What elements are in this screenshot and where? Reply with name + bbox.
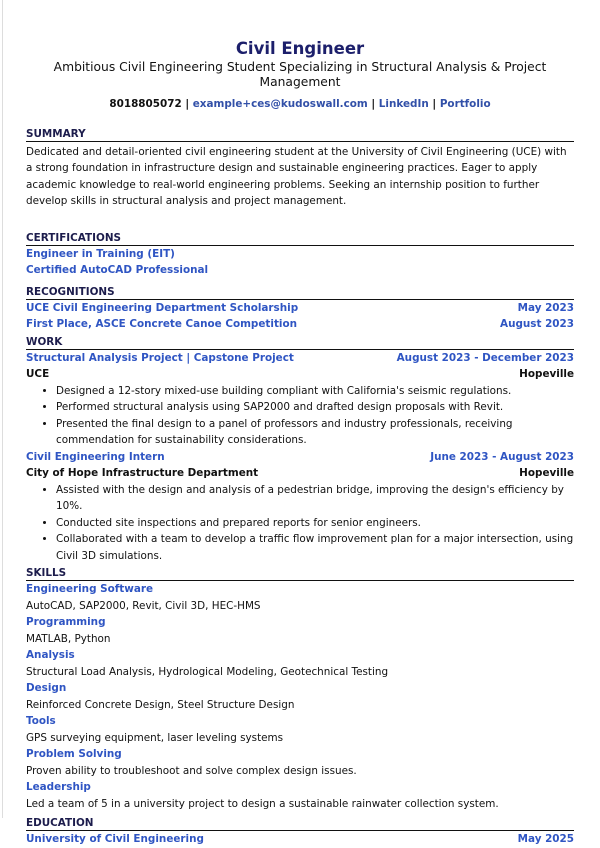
recognitions-heading: RECOGNITIONS (26, 285, 574, 300)
recognition-title: First Place, ASCE Concrete Canoe Competition (26, 318, 298, 330)
skill-category: Leadership (26, 781, 91, 793)
job-bullet: • Collaborated with a team to develop a traffic flow improvement plan for a major intersection, using Civil 3D simulations. (56, 531, 574, 564)
page-edge (2, 0, 3, 818)
skill-category: Tools (26, 715, 56, 727)
job-bullet: • Assisted with the design and analysis of a pedestrian bridge, improving the design's efficiency by 10%. (56, 482, 574, 515)
phone: 8018805072 (109, 98, 182, 110)
job-location: Hopeville (519, 368, 574, 380)
skill-category: Engineering Software (26, 583, 154, 595)
skill-category: Programming (26, 616, 106, 628)
skill-text: Structural Load Analysis, Hydrological Modeling, Geotechnical Testing (26, 665, 389, 678)
resume-subtitle: Ambitious Civil Engineering Student Specializing in Structural Analysis & Project Management (53, 60, 547, 89)
skill-text: MATLAB, Python (26, 632, 111, 645)
education-item (26, 831, 574, 848)
skill-category: Problem Solving (26, 748, 122, 760)
job-bullet: • Conducted site inspections and prepared reports for senior engineers. (56, 515, 574, 532)
recognition-date: May 2023 (517, 301, 574, 314)
school: University of Civil Engineering (26, 833, 204, 845)
skill-text: GPS surveying equipment, laser leveling systems (26, 731, 284, 744)
summary-heading: SUMMARY (26, 127, 574, 142)
resume-title: Civil Engineer (235, 39, 365, 58)
skills-list (26, 581, 574, 812)
job-title: Structural Analysis Project | Capstone Project (26, 351, 294, 364)
skill-category: Analysis (26, 649, 75, 661)
education-date: May 2025 (517, 833, 574, 845)
job-bullet: • Performed structural analysis using SAP2000 and drafted design proposals with Revit. (56, 399, 574, 416)
work-heading: WORK (26, 335, 574, 350)
job-org: UCE (26, 368, 50, 380)
skills-heading: SKILLS (26, 566, 574, 581)
resume (26, 38, 574, 848)
job-location: Hopeville (519, 467, 574, 479)
skill-text: Reinforced Concrete Design, Steel Structure Design (26, 698, 295, 711)
contact-line (26, 96, 574, 113)
skill-text: Led a team of 5 in a university project to design a sustainable rainwater collection system. (26, 797, 499, 810)
skill-text: Proven ability to troubleshoot and solve complex design issues. (26, 764, 357, 777)
job-title: Civil Engineering Intern (26, 450, 165, 463)
job-bullet: • Presented the final design to a panel of professors and industry professionals, receiving commendation for sustainability considerations. (56, 416, 574, 449)
certification-item: Certified AutoCAD Professional (26, 264, 209, 276)
work-item (26, 350, 574, 449)
job-date: June 2023 - August 2023 (430, 450, 574, 463)
recognition-item (26, 316, 574, 333)
work-item (26, 449, 574, 565)
education-heading: EDUCATION (26, 816, 574, 831)
summary-text: Dedicated and detail-oriented civil engineering student at the University of Civil Engineering (UCE) with a strong foundation in infrastructure design and sustainable engineering practices. Eager to apply academic knowledge to real-world engineering problems. Seeking an internship position to further develop skills in structural analysis and project management. (26, 145, 567, 207)
linkedin-link[interactable]: LinkedIn (378, 98, 429, 110)
certification-item: Engineer in Training (EIT) (26, 247, 175, 260)
email-link[interactable]: example+ces@kudoswall.com (192, 98, 368, 110)
separator: | (371, 98, 376, 110)
job-org: City of Hope Infrastructure Department (26, 467, 259, 479)
recognition-date: August 2023 (500, 318, 574, 330)
skill-text: AutoCAD, SAP2000, Revit, Civil 3D, HEC-HMS (26, 599, 261, 612)
separator: | (185, 98, 190, 110)
portfolio-link[interactable]: Portfolio (439, 98, 491, 110)
recognition-item (26, 300, 574, 317)
recognition-title: UCE Civil Engineering Department Scholarship (26, 301, 299, 314)
job-date: August 2023 - December 2023 (396, 351, 574, 364)
separator: | (432, 98, 437, 110)
certifications-heading: CERTIFICATIONS (26, 231, 574, 246)
skill-category: Design (26, 682, 67, 694)
job-bullet: • Designed a 12-story mixed-use building compliant with California's seismic regulations. (56, 383, 574, 400)
